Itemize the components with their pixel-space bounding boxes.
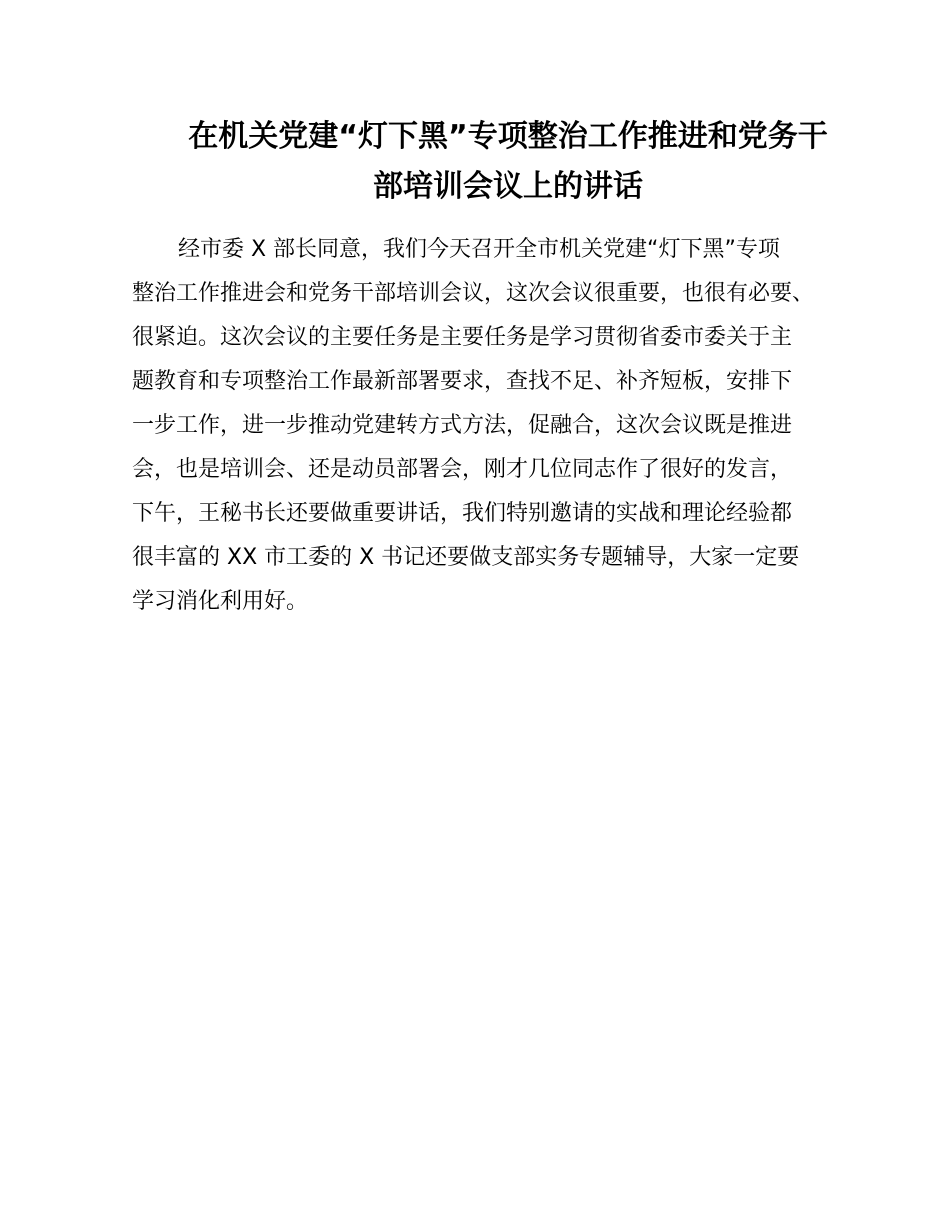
- body-line-8: 很丰富的 XX 市工委的 X 书记还要做支部实务专题辅导，大家一定要: [132, 545, 800, 570]
- title-line-1: 在机关党建“灯下黑”专项整治工作推进和党务干: [188, 119, 828, 154]
- body-line-3: 很紧迫。这次会议的主要任务是主要任务是学习贯彻省委市委关于主: [132, 325, 793, 350]
- body-line-9: 学习消化利用好。: [132, 589, 309, 614]
- body-line-4: 题教育和专项整治工作最新部署要求，查找不足、补齐短板，安排下: [132, 369, 793, 394]
- document-body: [132, 228, 892, 624]
- body-line-7: 下午，王秘书长还要做重要讲话，我们特别邀请的实战和理论经验都: [132, 501, 793, 526]
- body-line-2: 整治工作推进会和党务干部培训会议，这次会议很重要，也很有必要、: [132, 281, 815, 306]
- document-title: [118, 112, 898, 212]
- body-line-6: 会，也是培训会、还是动员部署会，刚才几位同志作了很好的发言，: [132, 457, 793, 482]
- body-line-1: 经市委 X 部长同意，我们今天召开全市机关党建“灯下黑”专项: [178, 237, 780, 262]
- title-line-2: 部培训会议上的讲话: [373, 169, 643, 204]
- body-line-5: 一步工作，进一步推动党建转方式方法，促融合，这次会议既是推进: [132, 413, 793, 438]
